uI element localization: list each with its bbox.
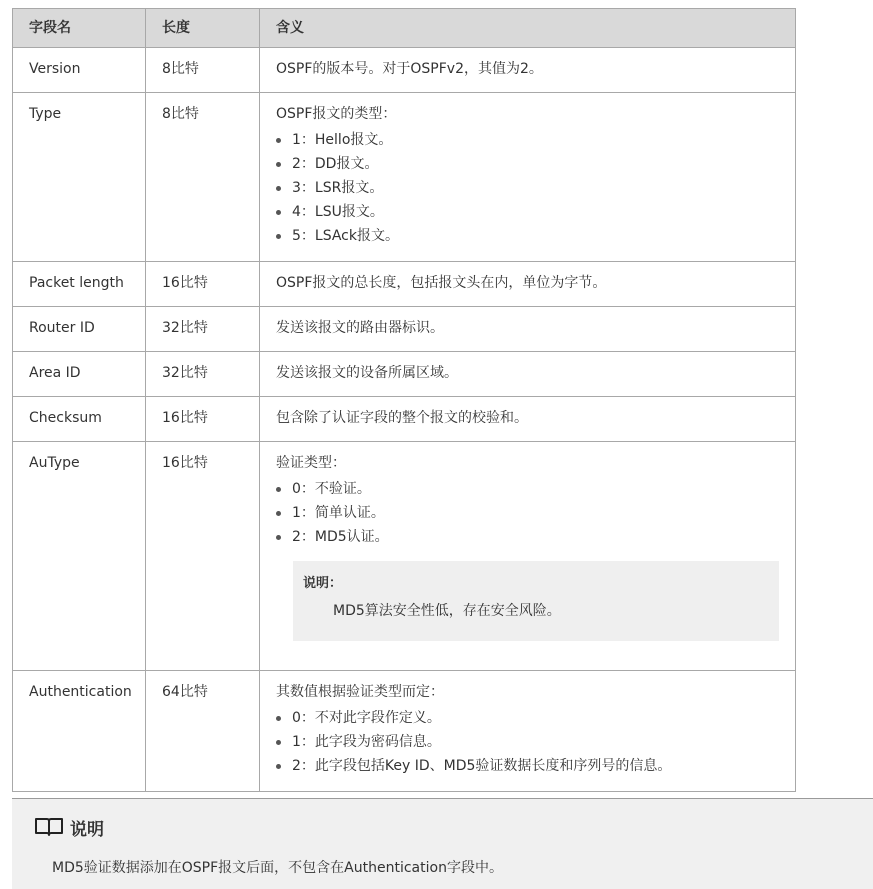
field-desc-cell <box>260 93 796 262</box>
note-body: MD5验证数据添加在OSPF报文后面，不包含在Authentication字段中。 <box>52 860 503 876</box>
list-item: 1：Hello报文。 <box>292 128 779 152</box>
field-desc: 发送该报文的路由器标识。 <box>260 307 796 352</box>
table-row <box>13 48 796 93</box>
field-desc-cell <box>260 442 796 671</box>
field-length: 16比特 <box>146 397 260 442</box>
field-length: 8比特 <box>146 48 260 93</box>
table-row <box>13 307 796 352</box>
table-header-row <box>13 9 796 48</box>
value-list <box>276 477 779 549</box>
field-name: Packet length <box>13 262 146 307</box>
field-desc: 验证类型： <box>276 455 346 471</box>
table-row <box>13 397 796 442</box>
field-length: 64比特 <box>146 671 260 792</box>
header-length: 长度 <box>146 9 260 48</box>
table-row <box>13 671 796 792</box>
field-length: 16比特 <box>146 442 260 671</box>
field-name: Router ID <box>13 307 146 352</box>
list-item: 2：DD报文。 <box>292 152 779 176</box>
list-item: 0：不验证。 <box>292 477 779 501</box>
list-item: 2：此字段包括Key ID、MD5验证数据长度和序列号的信息。 <box>292 754 779 778</box>
field-desc: OSPF的版本号。对于OSPFv2，其值为2。 <box>260 48 796 93</box>
field-length: 8比特 <box>146 93 260 262</box>
field-name: AuType <box>13 442 146 671</box>
table-row <box>13 262 796 307</box>
field-desc: OSPF报文的类型： <box>276 106 397 122</box>
field-name: Area ID <box>13 352 146 397</box>
value-list <box>276 706 779 778</box>
field-length: 32比特 <box>146 307 260 352</box>
table-row <box>13 352 796 397</box>
list-item: 2：MD5认证。 <box>292 525 779 549</box>
field-length: 32比特 <box>146 352 260 397</box>
header-meaning: 含义 <box>260 9 796 48</box>
list-item: 4：LSU报文。 <box>292 200 779 224</box>
table-row <box>13 442 796 671</box>
note-body: MD5算法安全性低，存在安全风险。 <box>333 603 561 619</box>
list-item: 5：LSAck报文。 <box>292 224 779 248</box>
table-row <box>13 93 796 262</box>
note-title: 说明： <box>303 576 343 591</box>
field-desc: 其数值根据验证类型而定： <box>276 684 444 700</box>
field-name: Checksum <box>13 397 146 442</box>
list-item: 0：不对此字段作定义。 <box>292 706 779 730</box>
header-field-name: 字段名 <box>13 9 146 48</box>
security-note <box>293 561 779 641</box>
field-name: Version <box>13 48 146 93</box>
field-desc-cell <box>260 671 796 792</box>
field-desc: 包含除了认证字段的整个报文的校验和。 <box>260 397 796 442</box>
field-desc: OSPF报文的总长度，包括报文头在内，单位为字节。 <box>260 262 796 307</box>
book-icon <box>34 816 64 840</box>
note-header <box>34 815 104 840</box>
field-desc: 发送该报文的设备所属区域。 <box>260 352 796 397</box>
field-length: 16比特 <box>146 262 260 307</box>
bottom-note <box>12 798 873 889</box>
field-name: Authentication <box>13 671 146 792</box>
note-heading: 说明 <box>70 820 104 840</box>
list-item: 1：简单认证。 <box>292 501 779 525</box>
value-list <box>276 128 779 248</box>
field-name: Type <box>13 93 146 262</box>
list-item: 3：LSR报文。 <box>292 176 779 200</box>
field-table <box>12 8 796 792</box>
list-item: 1：此字段为密码信息。 <box>292 730 779 754</box>
